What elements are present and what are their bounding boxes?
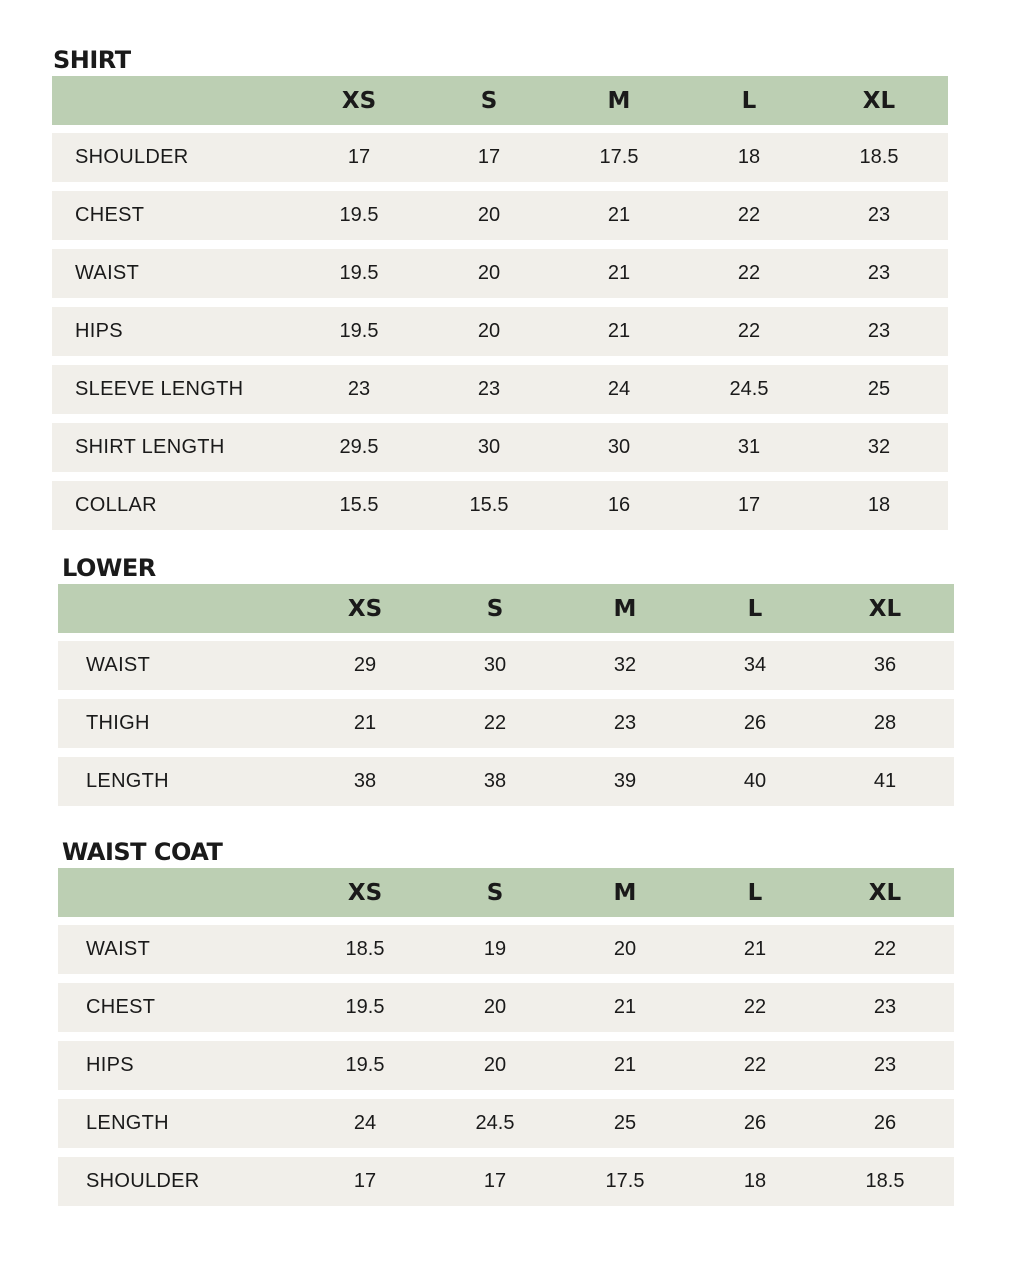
waist-coat-size-section: [58, 836, 954, 1215]
measurement-value: 20: [483, 1054, 507, 1076]
measurement-value: 15.5: [469, 494, 509, 516]
measurement-label: LENGTH: [86, 1112, 169, 1134]
measurement-value: 28: [873, 712, 897, 734]
measurement-value: 23: [867, 262, 891, 284]
size-header-l: L: [747, 879, 763, 906]
measurement-value: 38: [353, 770, 377, 792]
measurement-value: 19.5: [345, 996, 385, 1018]
size-header-s: S: [486, 879, 504, 906]
measurement-value: 21: [607, 262, 631, 284]
size-header-s: S: [486, 595, 504, 622]
table-row: [52, 423, 948, 472]
measurement-value: 15.5: [339, 494, 379, 516]
measurement-value: 23: [867, 204, 891, 226]
measurement-value: 22: [737, 320, 761, 342]
measurement-value: 17.5: [605, 1170, 645, 1192]
section-title-lower: LOWER: [62, 554, 156, 582]
measurement-value: 22: [743, 1054, 767, 1076]
measurement-value: 32: [613, 654, 637, 676]
measurement-value: 29: [353, 654, 377, 676]
measurement-value: 23: [873, 1054, 897, 1076]
measurement-value: 21: [743, 938, 767, 960]
measurement-value: 21: [613, 996, 637, 1018]
size-header-xs: XS: [341, 87, 377, 114]
table-row: [52, 365, 948, 414]
table-row: [52, 307, 948, 356]
header-row: [58, 868, 954, 917]
measurement-value: 34: [743, 654, 767, 676]
measurement-value: 22: [483, 712, 507, 734]
measurement-value: 30: [477, 436, 501, 458]
shirt-size-section: [52, 44, 948, 539]
size-header-m: M: [607, 87, 631, 114]
measurement-value: 23: [613, 712, 637, 734]
size-header-l: L: [747, 595, 763, 622]
table-row: [58, 983, 954, 1032]
measurement-value: 17: [347, 146, 371, 168]
waist-coat-size-table: [58, 868, 954, 1206]
measurement-value: 25: [613, 1112, 637, 1134]
measurement-value: 24.5: [729, 378, 769, 400]
table-row: [52, 481, 948, 530]
table-row: [58, 1099, 954, 1148]
measurement-value: 24: [607, 378, 631, 400]
measurement-value: 18: [743, 1170, 767, 1192]
measurement-value: 22: [873, 938, 897, 960]
section-title-shirt: SHIRT: [53, 46, 131, 74]
measurement-value: 17: [477, 146, 501, 168]
measurement-value: 17: [353, 1170, 377, 1192]
measurement-value: 25: [867, 378, 891, 400]
lower-size-table: [58, 584, 954, 806]
measurement-value: 23: [873, 996, 897, 1018]
measurement-label: THIGH: [86, 712, 150, 734]
measurement-value: 20: [613, 938, 637, 960]
measurement-label: HIPS: [86, 1054, 134, 1076]
measurement-label: HIPS: [75, 320, 123, 342]
measurement-label: SHIRT LENGTH: [75, 436, 225, 458]
measurement-value: 23: [347, 378, 371, 400]
measurement-value: 36: [873, 654, 897, 676]
size-header-xl: XL: [868, 595, 902, 622]
measurement-value: 17: [483, 1170, 507, 1192]
measurement-label: WAIST: [75, 262, 140, 284]
size-header-l: L: [741, 87, 757, 114]
measurement-label: CHEST: [86, 996, 156, 1018]
measurement-label: CHEST: [75, 204, 145, 226]
measurement-value: 19.5: [345, 1054, 385, 1076]
measurement-value: 38: [483, 770, 507, 792]
size-header-m: M: [613, 595, 637, 622]
size-header-xs: XS: [347, 595, 383, 622]
header-row: [52, 76, 948, 125]
table-row: [52, 191, 948, 240]
measurement-value: 18: [867, 494, 891, 516]
header-row: [58, 584, 954, 633]
measurement-value: 18.5: [859, 146, 899, 168]
table-row: [58, 641, 954, 690]
table-row: [58, 1041, 954, 1090]
size-header-xl: XL: [868, 879, 902, 906]
measurement-value: 21: [607, 320, 631, 342]
measurement-value: 32: [867, 436, 891, 458]
measurement-label: WAIST: [86, 938, 151, 960]
measurement-label: WAIST: [86, 654, 151, 676]
measurement-value: 19: [483, 938, 507, 960]
measurement-value: 24: [353, 1112, 377, 1134]
measurement-value: 26: [873, 1112, 897, 1134]
measurement-label: LENGTH: [86, 770, 169, 792]
measurement-value: 18.5: [865, 1170, 905, 1192]
measurement-value: 22: [743, 996, 767, 1018]
measurement-value: 20: [477, 320, 501, 342]
measurement-value: 30: [483, 654, 507, 676]
table-row: [52, 249, 948, 298]
measurement-value: 24.5: [475, 1112, 515, 1134]
shirt-size-table: [52, 76, 948, 530]
measurement-label: SHOULDER: [75, 146, 189, 168]
measurement-value: 21: [353, 712, 377, 734]
measurement-value: 20: [477, 262, 501, 284]
measurement-value: 21: [607, 204, 631, 226]
measurement-value: 19.5: [339, 204, 379, 226]
measurement-label: COLLAR: [75, 494, 157, 516]
measurement-value: 30: [607, 436, 631, 458]
measurement-label: SHOULDER: [86, 1170, 200, 1192]
measurement-value: 16: [607, 494, 631, 516]
table-row: [58, 699, 954, 748]
measurement-value: 39: [613, 770, 637, 792]
measurement-value: 26: [743, 1112, 767, 1134]
size-header-m: M: [613, 879, 637, 906]
measurement-value: 29.5: [339, 436, 379, 458]
measurement-value: 40: [743, 770, 767, 792]
table-row: [58, 925, 954, 974]
measurement-value: 17: [737, 494, 761, 516]
measurement-value: 20: [483, 996, 507, 1018]
section-title-waist-coat: WAIST COAT: [62, 838, 223, 866]
lower-size-section: [58, 552, 954, 815]
measurement-value: 22: [737, 262, 761, 284]
measurement-value: 20: [477, 204, 501, 226]
measurement-value: 26: [743, 712, 767, 734]
measurement-value: 23: [477, 378, 501, 400]
measurement-value: 31: [737, 436, 761, 458]
measurement-value: 41: [873, 770, 897, 792]
measurement-label: SLEEVE LENGTH: [75, 378, 244, 400]
measurement-value: 19.5: [339, 320, 379, 342]
measurement-value: 19.5: [339, 262, 379, 284]
measurement-value: 23: [867, 320, 891, 342]
measurement-value: 21: [613, 1054, 637, 1076]
size-header-s: S: [480, 87, 498, 114]
table-row: [58, 1157, 954, 1206]
measurement-value: 22: [737, 204, 761, 226]
measurement-value: 17.5: [599, 146, 639, 168]
measurement-value: 18: [737, 146, 761, 168]
size-header-xs: XS: [347, 879, 383, 906]
size-header-xl: XL: [862, 87, 896, 114]
table-row: [58, 757, 954, 806]
measurement-value: 18.5: [345, 938, 385, 960]
table-row: [52, 133, 948, 182]
